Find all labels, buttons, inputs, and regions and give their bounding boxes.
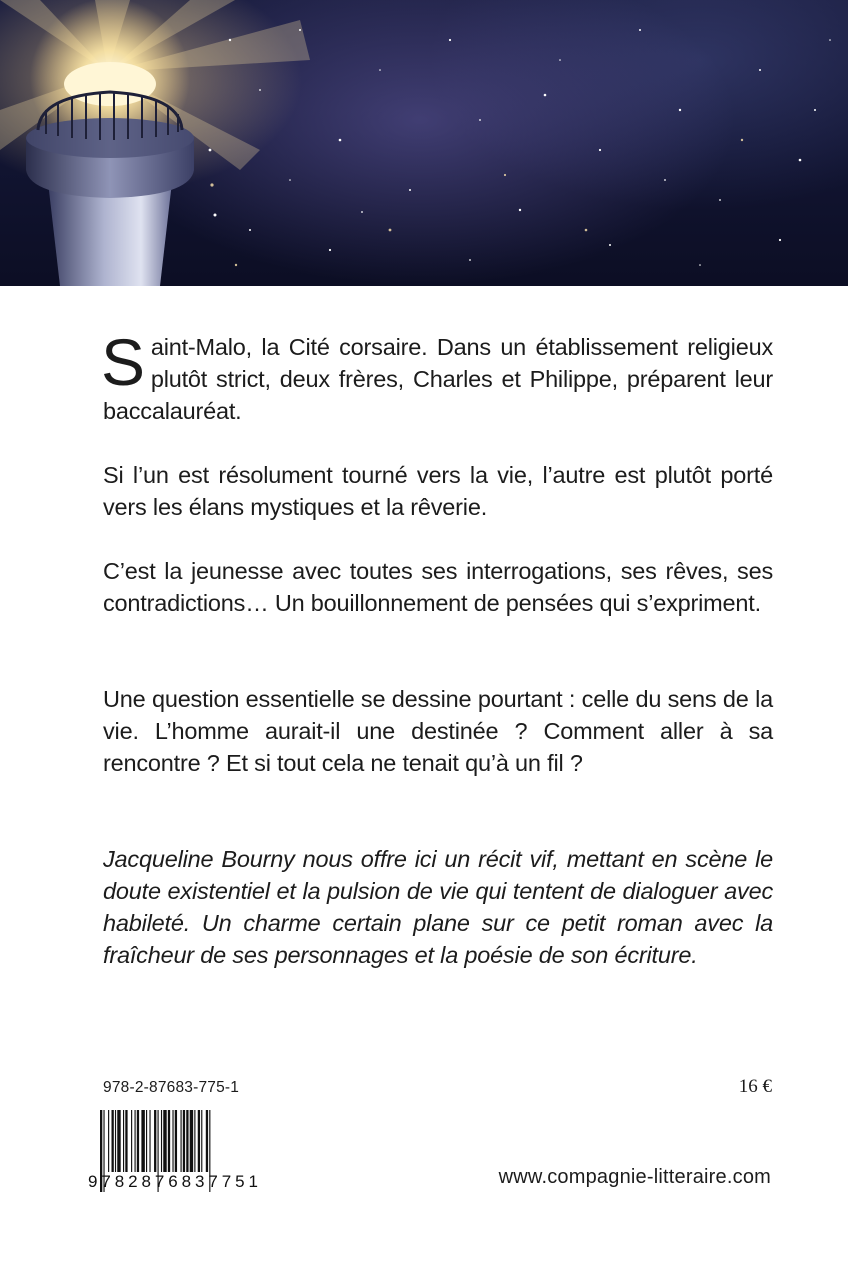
barcode-bar bbox=[175, 1110, 177, 1172]
barcode-bar bbox=[201, 1110, 202, 1172]
barcode-bar bbox=[161, 1110, 162, 1172]
barcode-bar bbox=[172, 1110, 173, 1172]
barcode-bar bbox=[141, 1110, 144, 1172]
barcode-bar bbox=[206, 1110, 208, 1172]
barcode-bar bbox=[146, 1110, 147, 1172]
blurb-paragraph-4: Une question essentielle se dessine pourtant : celle du sens de la vie. L’homme aurait-il une destinée ? Comment aller à sa rencontre ? Et si tout cela ne tenait qu’à un fil ? bbox=[103, 686, 773, 776]
blurb-paragraph-3: C’est la jeunesse avec toutes ses interrogations, ses rêves, ses contradictions… Un bouillonnement de pensées qui s’expriment. bbox=[103, 558, 773, 616]
barcode-bar bbox=[190, 1110, 193, 1172]
barcode-digits-text: 9782876837751 bbox=[88, 1172, 258, 1191]
barcode-bar bbox=[115, 1110, 116, 1172]
barcode-bar bbox=[125, 1110, 127, 1172]
author-review-quote: Jacqueline Bourny nous offre ici un récit vif, mettant en scène le doute existentiel et la pulsion de vie qui tentent de dialoguer avec habileté. Un charme certain plane sur ce petit roman avec la fraîcheur de ses personnages et la poésie de son écriture. bbox=[103, 846, 773, 968]
barcode-bar bbox=[112, 1110, 114, 1172]
publisher-website: www.compagnie-litteraire.com bbox=[498, 1166, 771, 1188]
barcode-bar bbox=[135, 1110, 136, 1172]
drop-cap-letter: S bbox=[101, 325, 145, 399]
hero-image-lighthouse bbox=[0, 0, 848, 286]
barcode-bar bbox=[123, 1110, 124, 1172]
barcode-bar bbox=[183, 1110, 185, 1172]
lighthouse-night-sky-illustration bbox=[0, 0, 848, 286]
barcode-bar bbox=[163, 1110, 166, 1172]
blurb-paragraph-1 bbox=[101, 325, 773, 427]
barcode-bar bbox=[131, 1110, 132, 1172]
barcode-bar bbox=[168, 1110, 170, 1172]
barcode-bar bbox=[117, 1110, 120, 1172]
price: 16 € bbox=[738, 1076, 772, 1097]
barcode-digits bbox=[88, 1170, 260, 1192]
isbn-number: 978-2-87683-775-1 bbox=[103, 1079, 240, 1096]
blurb-paragraph-1-text: aint-Malo, la Cité corsaire. Dans un établissement religieux plutôt strict, deux frères, Charles et Philippe, préparent leur baccalauréat. bbox=[103, 334, 773, 424]
barcode-bar bbox=[154, 1110, 156, 1172]
barcode-bar bbox=[186, 1110, 188, 1172]
barcode-bar bbox=[198, 1110, 200, 1172]
barcode-bar bbox=[137, 1110, 139, 1172]
barcode-bar bbox=[149, 1110, 150, 1172]
barcode-bar bbox=[194, 1110, 195, 1172]
blurb-paragraph-2: Si l’un est résolument tourné vers la vie, l’autre est plutôt porté vers les élans mystiques et la rêverie. bbox=[103, 462, 773, 520]
barcode-bar bbox=[108, 1110, 109, 1172]
barcode-bar bbox=[181, 1110, 182, 1172]
